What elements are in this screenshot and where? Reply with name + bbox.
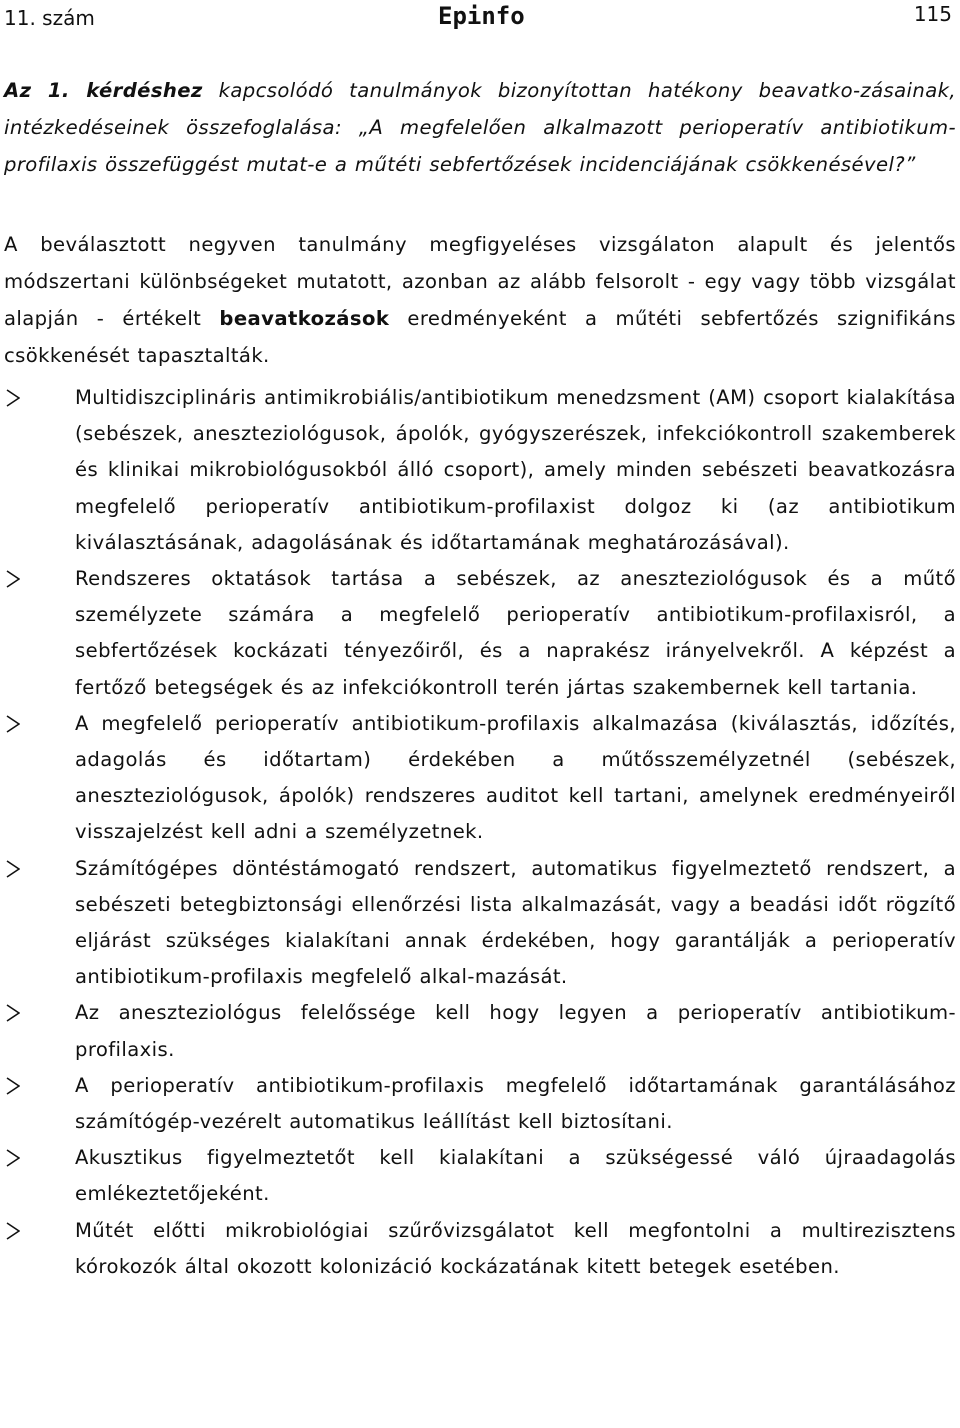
page-header: [0, 0, 960, 44]
intervention-list: [0, 380, 960, 1285]
arrowhead-bullet-icon: [6, 380, 30, 416]
arrowhead-bullet-icon: [6, 706, 30, 742]
list-item: [0, 851, 960, 996]
arrowhead-bullet-icon: [6, 1140, 30, 1176]
question-text: kapcsolódó tanulmányok bizonyítottan hatékony beavatko-zásainak, intézkedéseinek összefoglalása: „A megfelelően alkalmazott perioperatív antibiotikum-profilaxis összefüggést mutat-e a műtéti sebfertőzések incidenciájának csökkenésével?”: [4, 79, 956, 176]
list-item: [0, 1068, 960, 1140]
intro-paragraph: [4, 226, 956, 374]
list-item: [0, 706, 960, 851]
list-item: [0, 1213, 960, 1285]
list-item-text: Multidiszciplináris antimikrobiális/antibiotikum menedzsment (AM) csoport kialakítása (sebészek, aneszteziológusok, ápolók, gyógyszerészek, infekciókontroll szakemberek és klinikai mikrobiológusokból álló csoport), amely minden sebészeti beavatkozásra megfelelő perioperatív antibiotikum-profilaxist dolgoz ki (az antibiotikum kiválasztásának, adagolásának és időtartamának meghatározásával).: [75, 386, 956, 554]
intro-text-before: A beválasztott negyven tanulmány megfigyeléses vizsgálaton alapult és jelentős módszertani különbségeket mutatott, azonban az alább felsorolt - egy vagy több vizsgálat alapján - értékelt: [4, 233, 956, 330]
question-paragraph: [4, 72, 956, 183]
list-item: [0, 380, 960, 561]
list-item: [0, 561, 960, 706]
arrowhead-bullet-icon: [6, 1068, 30, 1104]
arrowhead-bullet-icon: [6, 1213, 30, 1249]
list-item: [0, 995, 960, 1067]
list-item-text: Számítógépes döntéstámogató rendszert, automatikus figyelmeztető rendszert, a sebészeti betegbiztonsági ellenőrzési lista alkalmazását, vagy a beadási időt rögzítő eljárást szükséges kialakítani annak érdekében, hogy garantálják a perioperatív antibiotikum-profilaxis megfelelő alkal-mazását.: [75, 856, 956, 989]
list-item: [0, 1140, 960, 1212]
list-item-text: Az aneszteziológus felelőssége kell hogy legyen a perioperatív antibiotikum-profilaxis.: [75, 1001, 956, 1061]
arrowhead-bullet-icon: [6, 995, 30, 1031]
list-item-text: Akusztikus figyelmeztetőt kell kialakítani a szükségessé váló újraadagolás emlékeztetőjeként.: [75, 1146, 956, 1206]
list-item-text: A megfelelő perioperatív antibiotikum-profilaxis alkalmazása (kiválasztás, időzítés, adagolás és időtartam) érdekében a műtősszemélyzetnél (sebészek, aneszteziológusok, ápolók) rendszeres auditot kell tartani, amelynek eredményeiről visszajelzést kell adni a személyzetnek.: [75, 711, 956, 844]
list-item-text: Műtét előtti mikrobiológiai szűrővizsgálatot kell megfontolni a multirezisztens kórokozók által okozott kolonizáció kockázatának kitett betegek esetében.: [75, 1218, 956, 1278]
list-item-text: A perioperatív antibiotikum-profilaxis megfelelő időtartamának garantálásához számítógép-vezérelt automatikus leállítást kell biztosítani.: [75, 1073, 956, 1134]
arrowhead-bullet-icon: [6, 561, 30, 597]
journal-logo: Epinfo: [438, 2, 525, 30]
page-number: 115: [913, 2, 952, 26]
issue-number: 11. szám: [4, 6, 95, 30]
list-item-text: Rendszeres oktatások tartása a sebészek, az aneszteziológusok és a műtő személyzete számára a megfelelő perioperatív antibiotikum-profilaxisról, a sebfertőzések kockázati tényezőiről, és a naprakész irányelvekről. A képzést a fertőző betegségek és az infekciókontroll terén jártas szakembernek kell tartania.: [75, 567, 956, 699]
question-lead: Az 1. kérdéshez: [4, 79, 203, 102]
arrowhead-bullet-icon: [6, 851, 30, 887]
intro-text-bold: beavatkozások: [219, 307, 390, 330]
intro-text-after: eredményeként a műtéti sebfertőzés szignifikáns csökkenését tapasztalták.: [4, 307, 957, 367]
